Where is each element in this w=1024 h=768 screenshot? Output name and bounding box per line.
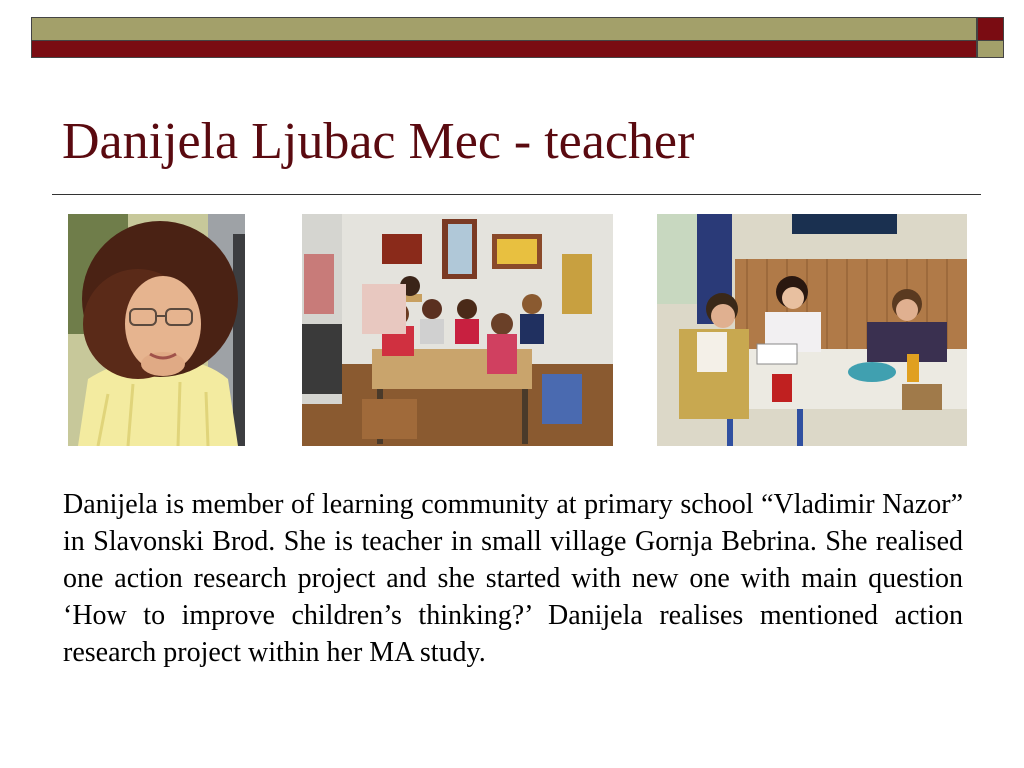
title-divider: [52, 194, 981, 195]
header-square-olive: [977, 41, 1004, 58]
header-bar-olive: [31, 17, 977, 41]
meeting-photo: [657, 214, 967, 446]
portrait-photo: [68, 214, 245, 446]
header-square-maroon: [977, 17, 1004, 41]
slide-title: Danijela Ljubac Mec - teacher: [62, 113, 695, 170]
classroom-photo: [302, 214, 613, 446]
header-bar-maroon: [31, 41, 977, 58]
body-paragraph: Danijela is member of learning community at primary school “Vladimir Nazor” in Slavonski Brod. She is teacher in small village Gornja Bebrina. She realised one action research project and she started with new one with main question ‘How to improve children’s thinking?’ Danijela realises mentioned action research project within her MA study.: [63, 489, 963, 668]
